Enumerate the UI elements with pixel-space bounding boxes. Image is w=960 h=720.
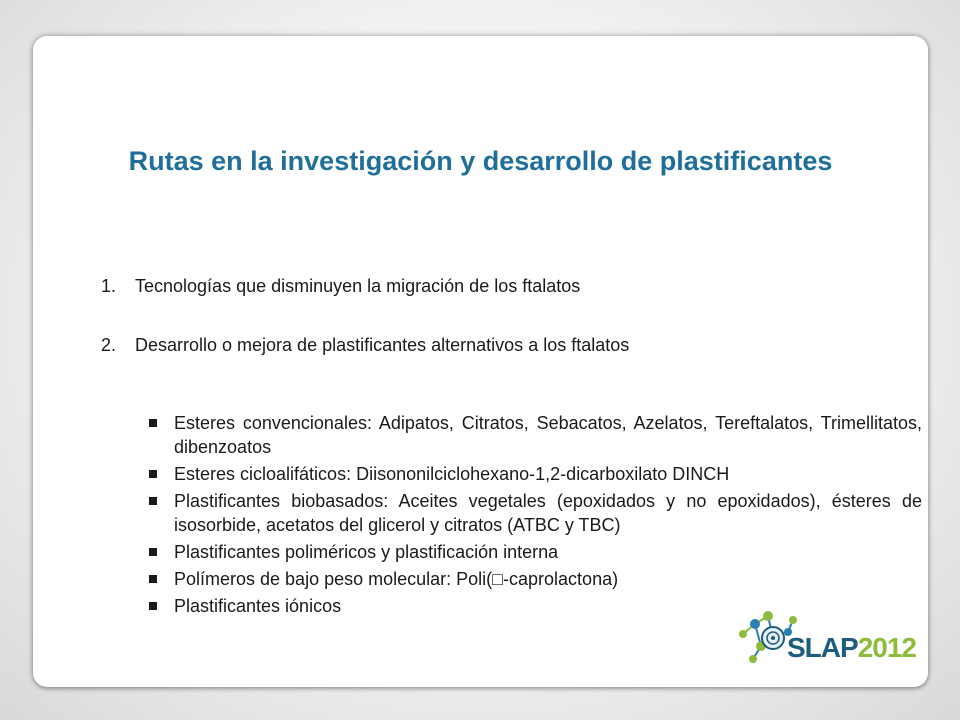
square-bullet-icon <box>149 575 157 583</box>
bullet-text: Esteres convencionales: Adipatos, Citratos, Sebacatos, Azelatos, Tereftalatos, Trimellitatos, dibenzoatos <box>174 413 922 457</box>
logo-text-year: 2012 <box>857 632 916 663</box>
item-text: Desarrollo o mejora de plastificantes alternativos a los ftalatos <box>135 335 630 355</box>
logo-text-slap: SLAP <box>787 632 858 663</box>
square-bullet-icon <box>149 419 157 427</box>
slide-panel <box>33 36 928 687</box>
numbered-item <box>101 274 921 298</box>
square-bullet-icon <box>149 470 157 478</box>
bullet-text: Esteres cicloalifáticos: Diisononilciclohexano-1,2-dicarboxilato DINCH <box>174 464 730 484</box>
bullet-item <box>145 462 922 486</box>
square-bullet-icon <box>149 497 157 505</box>
square-bullet-icon <box>149 548 157 556</box>
item-number: 2. <box>101 335 117 355</box>
item-text: Tecnologías que disminuyen la migración de los ftalatos <box>135 276 581 296</box>
item-number: 1. <box>101 276 117 296</box>
numbered-list <box>101 274 921 392</box>
bullet-text: Plastificantes biobasados: Aceites vegetales (epoxidados y no epoxidados), ésteres de isosorbide, acetatos del glicerol y citratos (ATBC y TBC) <box>174 491 922 535</box>
bullet-item <box>145 411 922 459</box>
bullet-text: Plastificantes poliméricos y plastificación interna <box>174 542 559 562</box>
bullet-item <box>145 489 922 537</box>
bullet-text: Polímeros de bajo peso molecular: Poli(□-caprolactona) <box>174 569 619 589</box>
square-bullet-icon <box>149 602 157 610</box>
bullet-item <box>145 567 922 591</box>
slide-title: Rutas en la investigación y desarrollo de plastificantes <box>128 146 833 176</box>
numbered-item <box>101 333 921 357</box>
bullet-item <box>145 540 922 564</box>
bullet-text: Plastificantes iónicos <box>174 596 342 616</box>
slap-logo-text <box>787 632 916 664</box>
bullet-list <box>145 411 922 621</box>
